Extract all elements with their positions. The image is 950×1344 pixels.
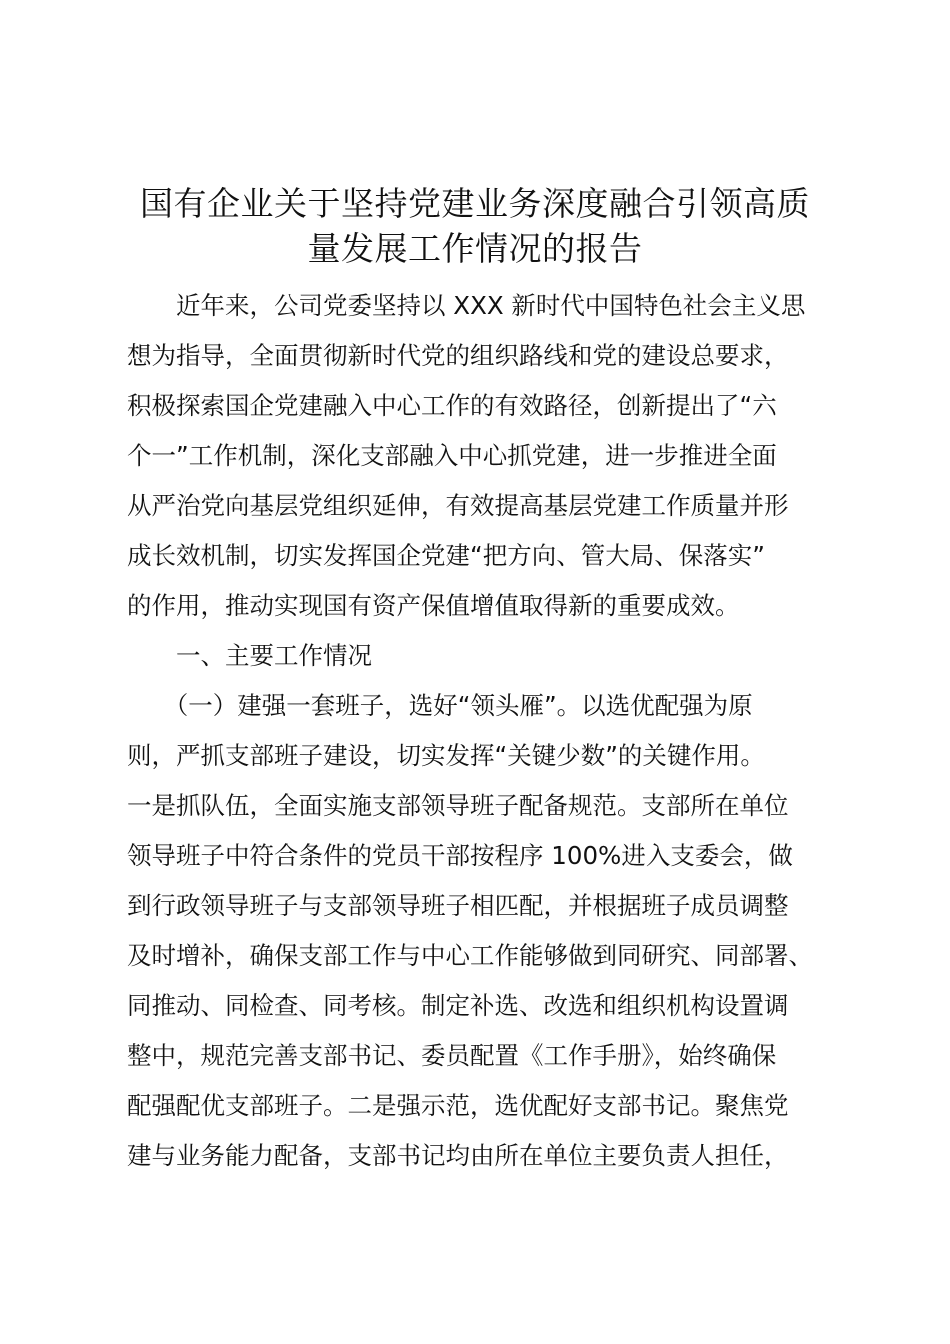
body-line: 整中，规范完善支部书记、委员配置《工作手册》，始终确保 xyxy=(127,1041,777,1070)
body-line: （一）建强一套班子，选好“领头雁”。以选优配强为原 xyxy=(127,691,753,720)
body-line: 到行政领导班子与支部领导班子相匹配，并根据班子成员调整 xyxy=(127,891,789,920)
section-heading: 一、主要工作情况 xyxy=(127,641,372,670)
body-line: 积极探索国企党建融入中心工作的有效路径，创新提出了“六 xyxy=(127,391,777,420)
document-body xyxy=(127,281,847,1181)
document-title xyxy=(110,181,840,271)
title-line: 国有企业关于坚持党建业务深度融合引领高质 xyxy=(140,184,810,223)
title-line: 量发展工作情况的报告 xyxy=(307,229,643,268)
body-line: 领导班子中符合条件的党员干部按程序 100%进入支委会，做 xyxy=(127,841,793,870)
body-line: 从严治党向基层党组织延伸，有效提高基层党建工作质量并形 xyxy=(127,491,789,520)
body-line: 个一”工作机制，深化支部融入中心抓党建，进一步推进全面 xyxy=(127,441,777,470)
body-line: 想为指导，全面贯彻新时代党的组织路线和党的建设总要求， xyxy=(127,341,789,370)
body-line: 近年来，公司党委坚持以 XXX 新时代中国特色社会主义思 xyxy=(127,291,806,320)
body-line: 同推动、同检查、同考核。制定补选、改选和组织机构设置调 xyxy=(127,991,789,1020)
body-line: 及时增补，确保支部工作与中心工作能够做到同研究、同部署、 xyxy=(127,941,813,970)
body-line: 的作用，推动实现国有资产保值增值取得新的重要成效。 xyxy=(127,591,740,620)
body-line: 配强配优支部班子。二是强示范，选优配好支部书记。聚焦党 xyxy=(127,1091,789,1120)
body-line: 建与业务能力配备，支部书记均由所在单位主要负责人担任， xyxy=(127,1141,789,1170)
body-line: 成长效机制，切实发挥国企党建“把方向、管大局、保落实” xyxy=(127,541,765,570)
body-line: 一是抓队伍，全面实施支部领导班子配备规范。支部所在单位 xyxy=(127,791,789,820)
body-line: 则，严抓支部班子建设，切实发挥“关键少数”的关键作用。 xyxy=(127,741,765,770)
